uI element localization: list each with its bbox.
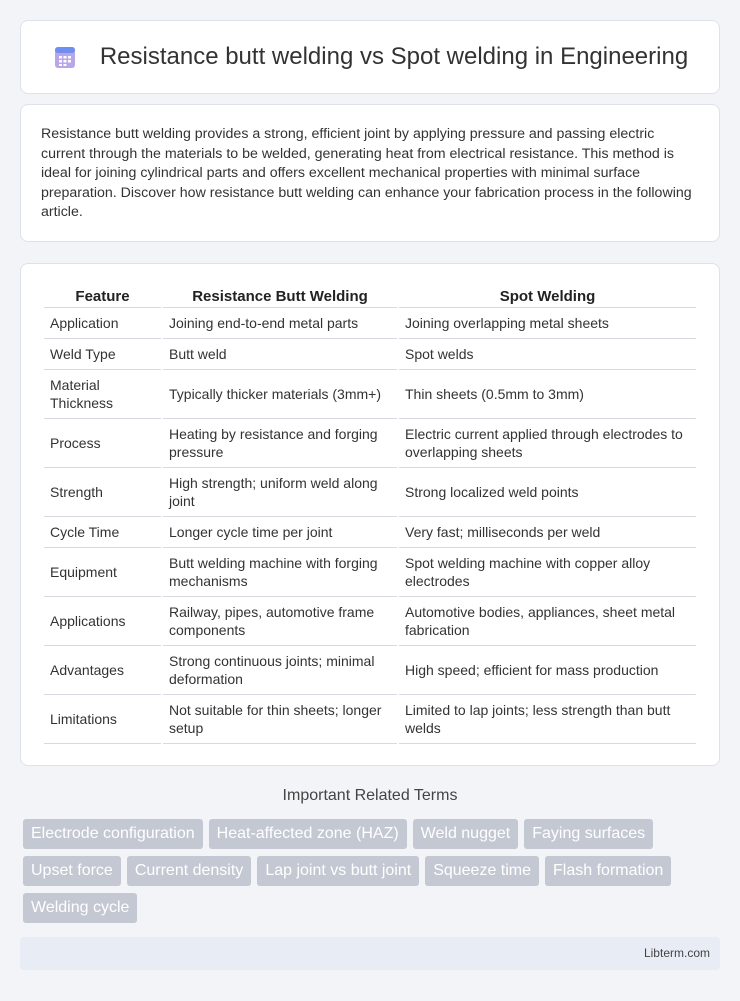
table-cell: Equipment [44,548,161,597]
related-term-tag[interactable]: Faying surfaces [524,819,653,849]
table-cell: Strong continuous joints; minimal deformation [163,646,397,695]
table-cell: Strong localized weld points [399,468,696,517]
table-cell: Longer cycle time per joint [163,517,397,548]
table-row [44,419,696,468]
table-cell: Electric current applied through electrodes to overlapping sheets [399,419,696,468]
related-term-tag[interactable]: Lap joint vs butt joint [257,856,419,886]
footer [20,937,720,970]
related-term-tag[interactable]: Upset force [23,856,121,886]
table-header-row [44,284,696,308]
table-cell: High strength; uniform weld along joint [163,468,397,517]
table-row [44,339,696,370]
header-card [20,20,720,94]
table-cell: Not suitable for thin sheets; longer setup [163,695,397,744]
table-cell: Railway, pipes, automotive frame components [163,597,397,646]
table-row [44,548,696,597]
related-terms-title: Important Related Terms [282,787,458,804]
column-header: Feature [44,284,161,308]
table-row [44,517,696,548]
table-cell: Applications [44,597,161,646]
related-term-tag[interactable]: Flash formation [545,856,671,886]
table-cell: Material Thickness [44,370,161,419]
intro-text: Resistance butt welding provides a strong, efficient joint by applying pressure and passing electric current through the materials to be welded, generating heat from electrical resistance. This method is ideal for joining cylindrical parts and offers excellent mechanical properties with minimal surface preparation. Discover how resistance butt welding can enhance your fabrication process in the following article. [41,126,692,220]
table-cell: Automotive bodies, appliances, sheet metal fabrication [399,597,696,646]
related-term-tag[interactable]: Electrode configuration [23,819,203,849]
related-term-tag[interactable]: Weld nugget [413,819,519,849]
related-term-tag[interactable]: Current density [127,856,252,886]
intro-card [20,104,720,242]
table-cell: Butt weld [163,339,397,370]
table-row [44,370,696,419]
table-cell: Application [44,308,161,339]
related-term-tag[interactable]: Welding cycle [23,893,137,923]
table-cell: Heating by resistance and forging pressure [163,419,397,468]
related-terms-list [23,819,723,923]
table-row [44,308,696,339]
table-cell: Limited to lap joints; less strength than butt welds [399,695,696,744]
table-cell: Thin sheets (0.5mm to 3mm) [399,370,696,419]
table-cell: Process [44,419,161,468]
table-cell: Joining end-to-end metal parts [163,308,397,339]
table-cell: Weld Type [44,339,161,370]
table-cell: Joining overlapping metal sheets [399,308,696,339]
calendar-grid-icon [52,44,78,70]
table-row [44,468,696,517]
table-cell: High speed; efficient for mass production [399,646,696,695]
table-cell: Advantages [44,646,161,695]
related-term-tag[interactable]: Squeeze time [425,856,539,886]
table-cell: Limitations [44,695,161,744]
table-cell: Spot welding machine with copper alloy electrodes [399,548,696,597]
table-row [44,695,696,744]
table-cell: Typically thicker materials (3mm+) [163,370,397,419]
table-cell: Strength [44,468,161,517]
table-cell: Spot welds [399,339,696,370]
table-row [44,597,696,646]
comparison-table [42,284,698,744]
comparison-table-card [20,263,720,766]
page-title: Resistance butt welding vs Spot welding in Engineering [99,43,689,70]
table-cell: Very fast; milliseconds per weld [399,517,696,548]
related-term-tag[interactable]: Heat-affected zone (HAZ) [209,819,407,849]
footer-link[interactable]: Libterm.com [643,946,710,960]
column-header: Spot Welding [399,284,696,308]
table-cell: Butt welding machine with forging mechanisms [163,548,397,597]
table-row [44,646,696,695]
table-cell: Cycle Time [44,517,161,548]
column-header: Resistance Butt Welding [163,284,397,308]
